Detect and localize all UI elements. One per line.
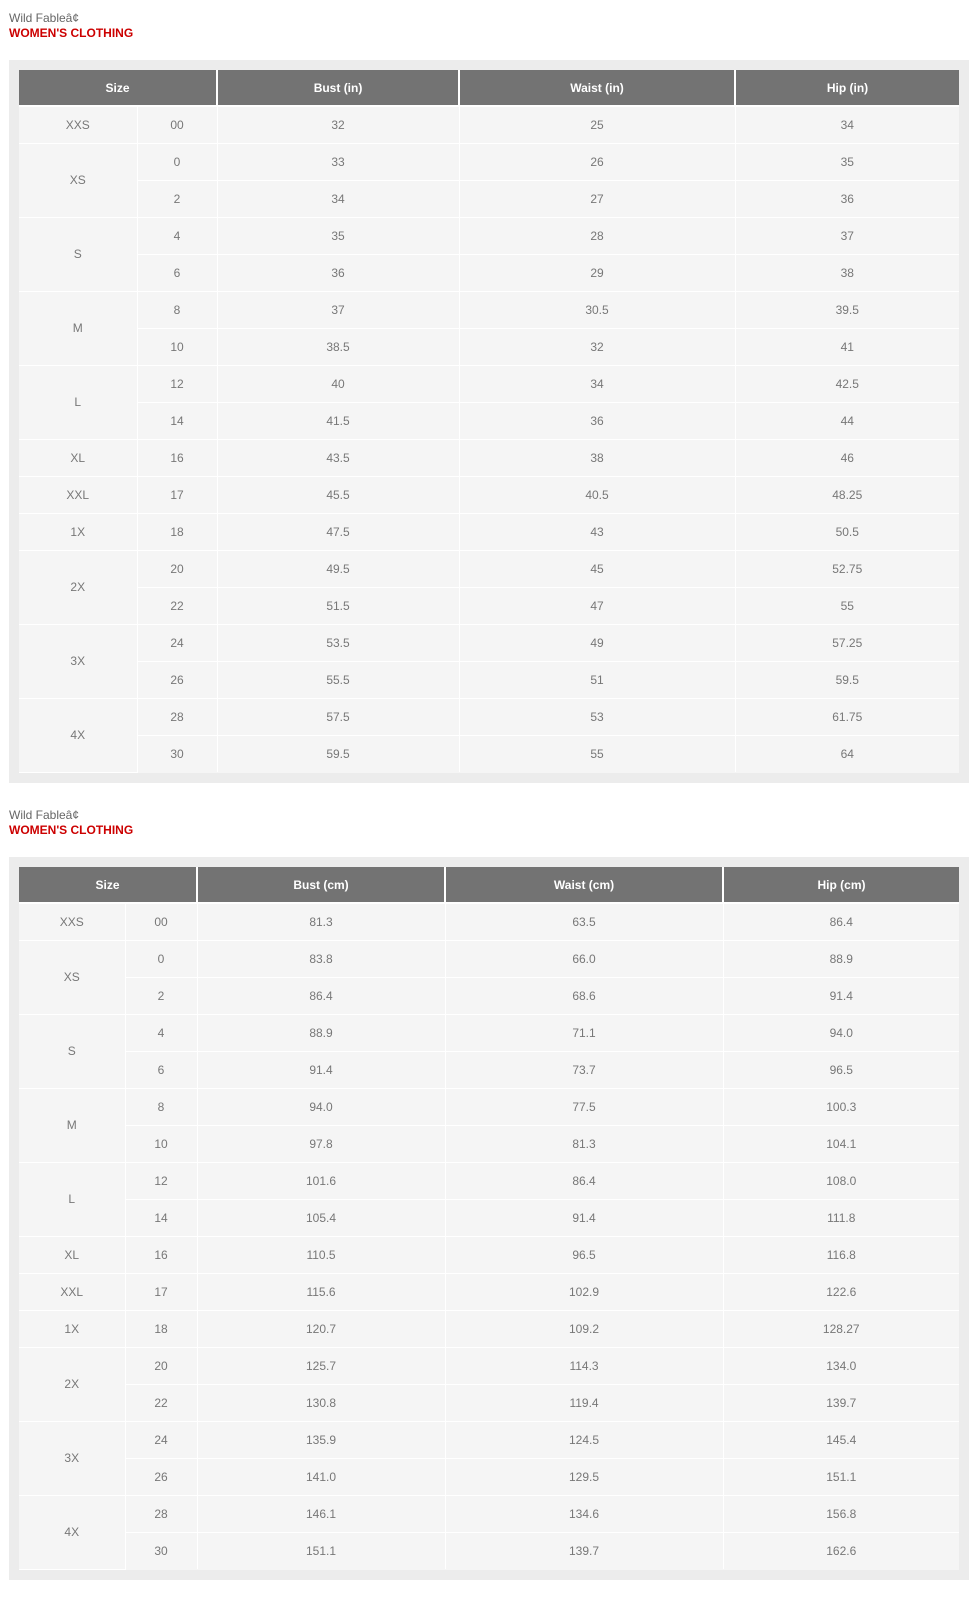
table-row <box>19 1088 959 1125</box>
hip-cell: 156.8 <box>723 1495 959 1532</box>
hip-cell: 34 <box>735 106 959 143</box>
size-letter-cell: M <box>19 1088 125 1162</box>
size-letter-cell: 3X <box>19 624 137 698</box>
bust-cell: 141.0 <box>197 1458 445 1495</box>
hip-cell: 94.0 <box>723 1014 959 1051</box>
size-letter-cell: M <box>19 291 137 365</box>
hip-cell: 64 <box>840 746 854 761</box>
bust-cell: 110.5 <box>197 1236 445 1273</box>
bust-cell: 81.3 <box>197 903 445 940</box>
table-row <box>19 1384 959 1421</box>
size-number-cell: 6 <box>125 1051 197 1088</box>
size-number-cell: 10 <box>125 1125 197 1162</box>
category-title: WOMEN'S CLOTHING <box>9 823 134 837</box>
waist-cell: 71.1 <box>445 1014 723 1051</box>
size-letter-cell: XXL <box>19 476 137 513</box>
hip-cell: 59.5 <box>735 661 959 698</box>
size-number-cell: 16 <box>137 439 217 476</box>
bust-cell: 151.1 <box>197 1532 445 1569</box>
table-row <box>19 977 959 1014</box>
table-row <box>19 1125 959 1162</box>
table-header-row <box>19 867 959 903</box>
hip-cell: 128.27 <box>723 1310 959 1347</box>
size-number-cell: 14 <box>137 402 217 439</box>
size-number-cell: 0 <box>137 143 217 180</box>
waist-cell: 139.7 <box>445 1532 723 1569</box>
header-waist: Waist (in) <box>459 70 735 106</box>
size-letter-cell: XXL <box>19 1273 125 1310</box>
waist-cell: 32 <box>459 328 735 365</box>
waist-cell: 34 <box>459 365 735 402</box>
bust-cell: 94.0 <box>197 1088 445 1125</box>
bust-cell: 36 <box>217 254 459 291</box>
brand-name: Wild Fableâ¢ <box>9 808 80 822</box>
size-number-cell: 4 <box>137 217 217 254</box>
waist-cell: 102.9 <box>445 1273 723 1310</box>
header-size: Size <box>19 70 217 106</box>
hip-cell: 111.8 <box>723 1199 959 1236</box>
waist-cell: 43 <box>459 513 735 550</box>
table-row <box>19 328 959 365</box>
size-number-cell: 20 <box>125 1347 197 1384</box>
hip-cell: 96.5 <box>723 1051 959 1088</box>
bust-cell: 40 <box>217 365 459 402</box>
hip-cell: 48.25 <box>735 476 959 513</box>
bust-cell: 105.4 <box>197 1199 445 1236</box>
waist-cell: 55 <box>459 735 735 772</box>
table-row <box>19 476 959 513</box>
table-row <box>19 106 959 143</box>
size-number-cell: 22 <box>137 587 217 624</box>
hip-cell: 88.9 <box>723 940 959 977</box>
brand-name: Wild Fableâ¢ <box>9 11 80 25</box>
waist-cell: 124.5 <box>445 1421 723 1458</box>
size-number-cell: 28 <box>137 698 217 735</box>
bust-cell: 97.8 <box>197 1125 445 1162</box>
table-frame <box>9 60 969 783</box>
waist-cell: 68.6 <box>445 977 723 1014</box>
size-number-cell: 14 <box>125 1199 197 1236</box>
bust-cell: 38.5 <box>217 328 459 365</box>
size-number-cell: 24 <box>137 624 217 661</box>
waist-cell: 129.5 <box>445 1458 723 1495</box>
header-bust: Bust (cm) <box>197 867 445 903</box>
hip-cell: 61.75 <box>735 698 959 735</box>
hip-cell: 86.4 <box>723 903 959 940</box>
size-number-cell: 2 <box>125 977 197 1014</box>
bust-cell: 83.8 <box>197 940 445 977</box>
size-letter-cell: XL <box>19 1236 125 1273</box>
category-title: WOMEN'S CLOTHING <box>9 26 134 40</box>
hip-cell: 134.0 <box>723 1347 959 1384</box>
hip-cell: 104.1 <box>723 1125 959 1162</box>
waist-cell: 96.5 <box>445 1236 723 1273</box>
size-number-cell: 12 <box>125 1162 197 1199</box>
bust-cell: 135.9 <box>197 1421 445 1458</box>
bust-cell: 59.5 <box>217 735 459 772</box>
size-letter-cell: 2X <box>19 1347 125 1421</box>
table-row <box>19 587 959 624</box>
hip-cell: 39.5 <box>735 291 959 328</box>
bust-cell: 33 <box>217 143 459 180</box>
waist-cell: 49 <box>459 624 735 661</box>
hip-cell: 151.1 <box>723 1458 959 1495</box>
table-row <box>19 143 959 180</box>
table-row <box>19 1162 959 1199</box>
header-hip: Hip (in) <box>735 70 959 106</box>
waist-cell: 81.3 <box>445 1125 723 1162</box>
table-row <box>19 735 959 772</box>
hip-cell: 139.7 <box>723 1384 959 1421</box>
size-letter-cell: 3X <box>19 1421 125 1495</box>
waist-cell: 51 <box>459 661 735 698</box>
waist-cell: 26 <box>459 143 735 180</box>
table-row <box>19 1458 959 1495</box>
table-row <box>19 254 959 291</box>
table-row <box>19 940 959 977</box>
size-letter-cell: XS <box>19 143 137 217</box>
hip-cell: 42.5 <box>735 365 959 402</box>
waist-cell: 45 <box>459 550 735 587</box>
size-letter-cell: L <box>19 1162 125 1236</box>
header-size: Size <box>19 867 197 903</box>
header-hip: Hip (cm) <box>723 867 959 903</box>
waist-cell: 119.4 <box>445 1384 723 1421</box>
size-number-cell: 30 <box>137 735 217 772</box>
size-table <box>19 867 959 1570</box>
size-number-cell: 2 <box>137 180 217 217</box>
waist-cell: 25 <box>459 106 735 143</box>
table-row <box>19 698 959 735</box>
size-number-cell: 12 <box>137 365 217 402</box>
bust-cell: 49.5 <box>217 550 459 587</box>
hip-cell: 122.6 <box>723 1273 959 1310</box>
bust-cell: 55.5 <box>217 661 459 698</box>
size-letter-cell: XS <box>19 940 125 1014</box>
table-row <box>19 1014 959 1051</box>
size-letter-cell: 4X <box>19 1495 125 1569</box>
waist-cell: 38 <box>459 439 735 476</box>
bust-cell: 47.5 <box>217 513 459 550</box>
table-frame <box>9 857 969 1580</box>
hip-cell: 57.25 <box>735 624 959 661</box>
table-row <box>19 1051 959 1088</box>
size-chart-inches <box>9 11 969 761</box>
hip-cell: 35 <box>735 143 959 180</box>
table-row <box>19 1236 959 1273</box>
size-letter-cell: S <box>19 217 137 291</box>
table-row <box>19 1199 959 1236</box>
waist-cell: 47 <box>459 587 735 624</box>
waist-cell: 109.2 <box>445 1310 723 1347</box>
bust-cell: 115.6 <box>197 1273 445 1310</box>
table-row <box>19 439 959 476</box>
table-row <box>19 513 959 550</box>
header-waist: Waist (cm) <box>445 867 723 903</box>
table-row <box>19 1495 959 1532</box>
hip-cell: 37 <box>735 217 959 254</box>
header-bust: Bust (in) <box>217 70 459 106</box>
table-row <box>19 1421 959 1458</box>
bust-cell: 51.5 <box>217 587 459 624</box>
size-letter-cell: 2X <box>19 550 137 624</box>
table-row <box>19 661 959 698</box>
size-number-cell: 0 <box>125 940 197 977</box>
size-number-cell: 18 <box>125 1310 197 1347</box>
size-number-cell: 22 <box>125 1384 197 1421</box>
bust-cell: 120.7 <box>197 1310 445 1347</box>
bust-cell: 34 <box>217 180 459 217</box>
hip-cell: 52.75 <box>735 550 959 587</box>
waist-cell: 86.4 <box>445 1162 723 1199</box>
size-number-cell: 18 <box>137 513 217 550</box>
size-number-cell: 8 <box>137 291 217 328</box>
waist-cell: 73.7 <box>445 1051 723 1088</box>
size-chart-centimeters <box>9 808 969 1558</box>
hip-cell: 41 <box>735 328 959 365</box>
table-row <box>19 903 959 940</box>
hip-cell: 162.6 <box>826 1543 857 1558</box>
waist-cell: 114.3 <box>445 1347 723 1384</box>
waist-cell: 134.6 <box>445 1495 723 1532</box>
size-number-cell: 20 <box>137 550 217 587</box>
table-row <box>19 624 959 661</box>
table-row <box>19 365 959 402</box>
table-row <box>19 180 959 217</box>
size-number-cell: 17 <box>137 476 217 513</box>
hip-cell: 44 <box>735 402 959 439</box>
bust-cell: 125.7 <box>197 1347 445 1384</box>
hip-cell: 116.8 <box>723 1236 959 1273</box>
waist-cell: 63.5 <box>445 903 723 940</box>
hip-cell: 100.3 <box>723 1088 959 1125</box>
bust-cell: 86.4 <box>197 977 445 1014</box>
waist-cell: 91.4 <box>445 1199 723 1236</box>
size-number-cell: 24 <box>125 1421 197 1458</box>
hip-cell: 108.0 <box>723 1162 959 1199</box>
waist-cell: 53 <box>459 698 735 735</box>
bust-cell: 41.5 <box>217 402 459 439</box>
size-letter-cell: 4X <box>19 698 137 772</box>
size-number-cell: 00 <box>137 106 217 143</box>
hip-cell: 36 <box>735 180 959 217</box>
hip-cell: 91.4 <box>723 977 959 1014</box>
bust-cell: 91.4 <box>197 1051 445 1088</box>
size-letter-cell: XL <box>19 439 137 476</box>
waist-cell: 77.5 <box>445 1088 723 1125</box>
size-number-cell: 6 <box>137 254 217 291</box>
bust-cell: 88.9 <box>197 1014 445 1051</box>
size-number-cell: 4 <box>125 1014 197 1051</box>
hip-cell: 38 <box>735 254 959 291</box>
hip-cell: 55 <box>735 587 959 624</box>
waist-cell: 29 <box>459 254 735 291</box>
waist-cell: 28 <box>459 217 735 254</box>
table-row <box>19 402 959 439</box>
bust-cell: 57.5 <box>217 698 459 735</box>
hip-cell: 46 <box>735 439 959 476</box>
table-row <box>19 1532 959 1569</box>
size-number-cell: 10 <box>137 328 217 365</box>
bust-cell: 130.8 <box>197 1384 445 1421</box>
bust-cell: 101.6 <box>197 1162 445 1199</box>
table-header-row <box>19 70 959 106</box>
size-letter-cell: L <box>19 365 137 439</box>
size-letter-cell: S <box>19 1014 125 1088</box>
size-letter-cell: XXS <box>19 106 137 143</box>
size-table <box>19 70 959 773</box>
hip-cell: 145.4 <box>723 1421 959 1458</box>
size-letter-cell: 1X <box>19 513 137 550</box>
bust-cell: 53.5 <box>217 624 459 661</box>
bust-cell: 146.1 <box>197 1495 445 1532</box>
table-row <box>19 550 959 587</box>
table-row <box>19 1347 959 1384</box>
bust-cell: 37 <box>217 291 459 328</box>
waist-cell: 27 <box>459 180 735 217</box>
bust-cell: 32 <box>217 106 459 143</box>
table-row <box>19 291 959 328</box>
size-letter-cell: 1X <box>19 1310 125 1347</box>
bust-cell: 45.5 <box>217 476 459 513</box>
hip-cell: 50.5 <box>735 513 959 550</box>
size-number-cell: 26 <box>137 661 217 698</box>
size-number-cell: 28 <box>125 1495 197 1532</box>
size-number-cell: 17 <box>125 1273 197 1310</box>
size-number-cell: 00 <box>125 903 197 940</box>
table-row <box>19 1273 959 1310</box>
waist-cell: 36 <box>459 402 735 439</box>
size-number-cell: 16 <box>125 1236 197 1273</box>
size-number-cell: 8 <box>125 1088 197 1125</box>
table-row <box>19 217 959 254</box>
size-letter-cell: XXS <box>19 903 125 940</box>
waist-cell: 30.5 <box>459 291 735 328</box>
waist-cell: 40.5 <box>459 476 735 513</box>
size-number-cell: 30 <box>125 1532 197 1569</box>
bust-cell: 35 <box>217 217 459 254</box>
waist-cell: 66.0 <box>445 940 723 977</box>
table-row <box>19 1310 959 1347</box>
size-number-cell: 26 <box>125 1458 197 1495</box>
bust-cell: 43.5 <box>217 439 459 476</box>
